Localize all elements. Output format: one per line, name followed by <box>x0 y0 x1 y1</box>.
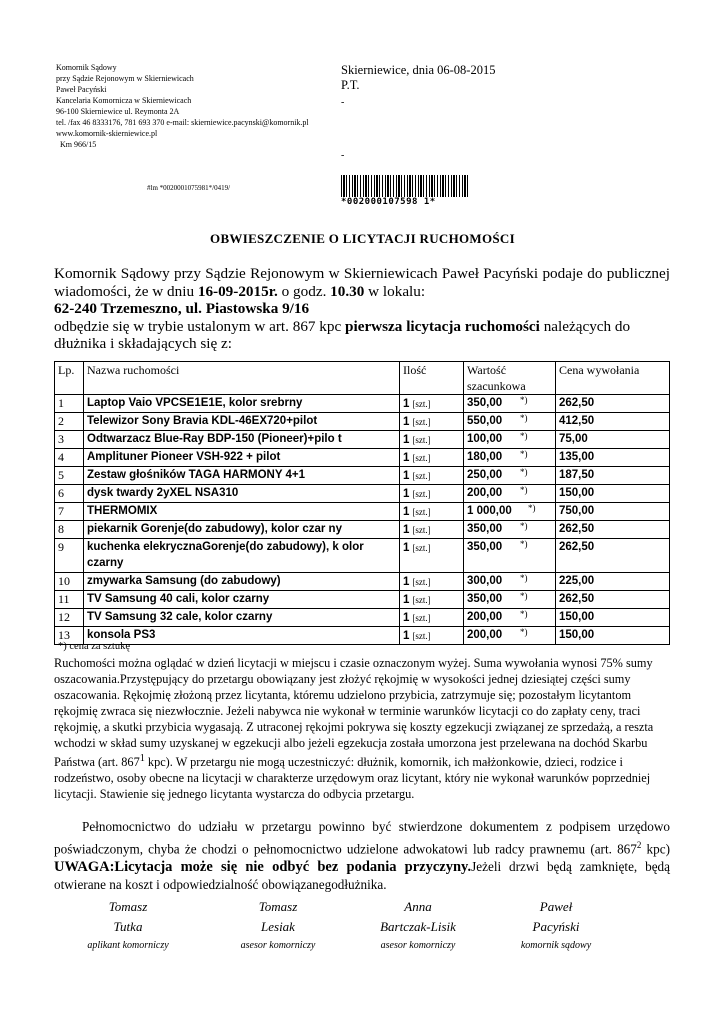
qty-number: 1 <box>403 630 410 642</box>
signatory-first-name: Tomasz <box>108 899 148 914</box>
value-footnote-mark: *) <box>520 591 528 601</box>
row-item-name: dysk twardy 2yXEL NSA310 <box>84 485 400 503</box>
qty-unit: [szt.] <box>412 489 431 499</box>
value-amount: 200,00 <box>467 487 503 499</box>
row-price: 150,00 <box>556 609 670 627</box>
value-amount: 350,00 <box>467 523 503 535</box>
value-amount: 200,00 <box>467 629 503 641</box>
letterhead-line: przy Sądzie Rejonowym w Skierniewicach <box>56 74 194 83</box>
qty-number: 1 <box>403 488 410 500</box>
place-date: Skierniewice, dnia 06-08-2015 <box>341 63 496 77</box>
qty-number: 1 <box>403 470 410 482</box>
row-value <box>464 467 556 485</box>
row-item-name: Zestaw głośników TAGA HARMONY 4+1 <box>84 467 400 485</box>
signatory-last-name: Bartczak-Lisik <box>380 919 456 934</box>
value-footnote-mark: *) <box>528 503 536 513</box>
value-amount: 100,00 <box>467 433 503 445</box>
row-price: 150,00 <box>556 485 670 503</box>
row-price: 75,00 <box>556 431 670 449</box>
table-row <box>55 539 670 573</box>
row-qty <box>400 539 464 573</box>
auction-date: 16-09-2015r. <box>197 282 278 300</box>
addressee-dash: - <box>341 97 345 108</box>
row-lp: 7 <box>55 503 84 521</box>
barcode-text: *002000107598 1* <box>341 197 436 207</box>
barcode <box>341 175 469 207</box>
row-value <box>464 395 556 413</box>
proxy-text: Pełnomocnictwo do udziału w przetargu powinno być stwierdzone dokumentem z podpisem urzędowo poświadczonym, chyba że chodzi o pełnomocnictwo udzielone adwokatowi lub radcy prawnemu (art. 867 <box>54 819 670 857</box>
value-amount: 550,00 <box>467 415 503 427</box>
row-lp: 3 <box>55 431 84 449</box>
row-value <box>464 591 556 609</box>
footnote: *) cena za sztukę <box>58 641 130 652</box>
header-name: Nazwa ruchomości <box>84 362 400 395</box>
row-qty <box>400 591 464 609</box>
row-lp: 10 <box>55 573 84 591</box>
row-price: 187,50 <box>556 467 670 485</box>
case-number: Km 966/15 <box>60 140 97 149</box>
value-footnote-mark: *) <box>520 467 528 477</box>
value-footnote-mark: *) <box>520 609 528 619</box>
qty-unit: [szt.] <box>412 507 431 517</box>
row-qty <box>400 431 464 449</box>
row-price: 135,00 <box>556 449 670 467</box>
qty-number: 1 <box>403 524 410 536</box>
value-footnote-mark: *) <box>520 431 528 441</box>
row-price: 412,50 <box>556 413 670 431</box>
value-amount: 350,00 <box>467 593 503 605</box>
row-item-name: TV Samsung 40 cali, kolor czarny <box>84 591 400 609</box>
proxy-text: kpc) <box>641 841 670 857</box>
letterhead-line: 96-100 Skierniewice ul. Reymonta 2A <box>56 107 180 116</box>
row-value <box>464 485 556 503</box>
row-item-name: THERMOMIX <box>84 503 400 521</box>
row-lp: 11 <box>55 591 84 609</box>
signatory-first-name: Tomasz <box>258 899 298 914</box>
row-item-name: TV Samsung 32 cale, kolor czarny <box>84 609 400 627</box>
row-qty <box>400 485 464 503</box>
auction-address: 62-240 Trzemeszno, ul. Piastowska 9/16 <box>54 300 310 317</box>
value-amount: 350,00 <box>467 397 503 409</box>
row-lp: 9 <box>55 539 84 573</box>
row-price: 225,00 <box>556 573 670 591</box>
row-lp: 1 <box>55 395 84 413</box>
qty-unit: [szt.] <box>412 417 431 427</box>
row-item-name: Laptop Vaio VPCSE1E1E, kolor srebrny <box>84 395 400 413</box>
value-footnote-mark: *) <box>520 539 528 549</box>
value-footnote-mark: *) <box>520 449 528 459</box>
signatory-first-name: Anna <box>404 899 432 914</box>
intro-text: Komornik Sądowy przy Sądzie Rejonowym w Skierniewicach Paweł Pacyński podaje do publicznej wiadomości, że w dniu <box>54 265 670 300</box>
intro-text: w lokalu: <box>364 282 426 300</box>
items-table <box>54 361 670 645</box>
table-row <box>55 609 670 627</box>
signature-block <box>58 897 198 955</box>
table-row <box>55 431 670 449</box>
qty-unit: [szt.] <box>412 435 431 445</box>
value-footnote-mark: *) <box>520 573 528 583</box>
qty-unit: [szt.] <box>412 595 431 605</box>
signatory-role: komornik sądowy <box>520 940 592 951</box>
signature-block <box>486 897 626 955</box>
row-item-name: Telewizor Sony Bravia KDL-46EX720+pilot <box>84 413 400 431</box>
row-lp: 13 <box>55 627 84 645</box>
row-price: 262,50 <box>556 521 670 539</box>
qty-unit: [szt.] <box>412 399 431 409</box>
letterhead-line: Paweł Pacyński <box>56 85 107 94</box>
qty-number: 1 <box>403 542 410 554</box>
row-item-name: piekarnik Gorenje(do zabudowy), kolor czar ny <box>84 521 400 539</box>
auction-time: 10.30 <box>330 282 365 300</box>
table-row <box>55 503 670 521</box>
qty-unit: [szt.] <box>412 543 431 553</box>
header-lp: Lp. <box>55 362 84 395</box>
table-row <box>55 395 670 413</box>
row-value <box>464 627 556 645</box>
terms-paragraph <box>54 655 670 802</box>
table-row <box>55 591 670 609</box>
row-price: 750,00 <box>556 503 670 521</box>
row-price: 262,50 <box>556 539 670 573</box>
proxy-paragraph <box>54 818 670 894</box>
row-item-name: Amplituner Pioneer VSH-922 + pilot <box>84 449 400 467</box>
row-value <box>464 573 556 591</box>
signatory-last-name: Tutka <box>113 919 143 934</box>
row-lp: 12 <box>55 609 84 627</box>
row-lp: 5 <box>55 467 84 485</box>
bailiff-letterhead <box>56 62 336 150</box>
table-row <box>55 573 670 591</box>
row-qty <box>400 521 464 539</box>
qty-unit: [szt.] <box>412 471 431 481</box>
row-qty <box>400 503 464 521</box>
row-price: 262,50 <box>556 395 670 413</box>
terms-superscript: 1 <box>139 753 145 764</box>
signatory-role: asesor komorniczy <box>380 940 456 951</box>
row-qty <box>400 467 464 485</box>
value-amount: 350,00 <box>467 541 503 553</box>
row-qty <box>400 449 464 467</box>
row-qty <box>400 573 464 591</box>
value-footnote-mark: *) <box>520 395 528 405</box>
qty-number: 1 <box>403 416 410 428</box>
signatory-last-name: Pacyński <box>532 919 580 934</box>
row-price: 262,50 <box>556 591 670 609</box>
table-row <box>55 627 670 645</box>
signatory-role: asesor komorniczy <box>240 940 316 951</box>
table-row <box>55 449 670 467</box>
row-qty <box>400 627 464 645</box>
value-amount: 250,00 <box>467 469 503 481</box>
terms-text: kpc). W przetargu nie mogą uczestniczyć: dłużnik, komornik, ich małżonkowie, dzieci, rodzice i rodzeństwo, osoby obecne na licytacji w charakterze urzędowym oraz licytant, który nie wykonał warunków poprzedniej licytacji. Stawienie się jednego licytanta wystarcza do odbycia przetargu. <box>54 755 651 802</box>
barcode-bars <box>341 175 469 197</box>
row-lp: 4 <box>55 449 84 467</box>
value-footnote-mark: *) <box>520 485 528 495</box>
table-row <box>55 521 670 539</box>
signatory-role: aplikant komorniczy <box>87 940 169 951</box>
letterhead-line: www.komornik-skierniewice.pl <box>56 129 158 138</box>
value-footnote-mark: *) <box>520 627 528 637</box>
value-amount: 1 000,00 <box>467 505 512 517</box>
qty-number: 1 <box>403 612 410 624</box>
value-amount: 200,00 <box>467 611 503 623</box>
table-row <box>55 485 670 503</box>
proxy-superscript: 2 <box>636 840 642 850</box>
addressee: P.T. <box>341 78 360 92</box>
intro-paragraph <box>54 265 670 353</box>
qty-number: 1 <box>403 434 410 446</box>
row-item-name: konsola PS3 <box>84 627 400 645</box>
addressee-dash: - <box>341 150 345 161</box>
value-footnote-mark: *) <box>520 521 528 531</box>
qty-unit: [szt.] <box>412 577 431 587</box>
row-item-name: zmywarka Samsung (do zabudowy) <box>84 573 400 591</box>
qty-number: 1 <box>403 594 410 606</box>
letterhead-line: Komornik Sądowy <box>56 63 117 72</box>
row-qty <box>400 609 464 627</box>
letterhead-line: tel. /fax 46 8333176, 781 693 370 e-mail: skierniewice.pacynski@komornik.pl <box>56 118 309 127</box>
row-qty <box>400 413 464 431</box>
qty-number: 1 <box>403 506 410 518</box>
warning-text: UWAGA:Licytacja może się nie odbyć bez podania przyczyny. <box>54 859 472 876</box>
row-value <box>464 413 556 431</box>
document-title: OBWIESZCZENIE O LICYTACJI RUCHOMOŚCI <box>210 231 515 246</box>
row-lp: 2 <box>55 413 84 431</box>
row-price: 150,00 <box>556 627 670 645</box>
row-lp: 6 <box>55 485 84 503</box>
row-item-name: kuchenka elekrycznaGorenje(do zabudowy), k olor czarny <box>84 539 400 573</box>
qty-unit: [szt.] <box>412 631 431 641</box>
signatory-last-name: Lesiak <box>261 919 295 934</box>
intro-text: odbędzie się w trybie ustalonym w art. 867 kpc <box>54 317 346 335</box>
value-footnote-mark: *) <box>520 413 528 423</box>
qty-number: 1 <box>403 398 410 410</box>
row-value <box>464 521 556 539</box>
row-lp: 8 <box>55 521 84 539</box>
row-value <box>464 431 556 449</box>
header-value: Wartość szacunkowa <box>464 362 556 395</box>
table-row <box>55 413 670 431</box>
intro-text: o godz. <box>277 282 331 300</box>
letterhead-line: Kancelaria Komornicza w Skierniewicach <box>56 96 192 105</box>
signature-block <box>208 897 348 955</box>
row-qty <box>400 395 464 413</box>
row-value <box>464 609 556 627</box>
header-qty: Ilość <box>400 362 464 395</box>
row-value <box>464 539 556 573</box>
header-price: Cena wywołania <box>556 362 670 395</box>
value-amount: 180,00 <box>467 451 503 463</box>
qty-unit: [szt.] <box>412 453 431 463</box>
qty-number: 1 <box>403 452 410 464</box>
doors-text: Jeżeli drzwi będą zamknięte, będą otwierane na koszt i odpowiedzialność obowiązanegodłużnika. <box>54 859 670 893</box>
place-date-block <box>341 63 495 93</box>
qty-unit: [szt.] <box>412 525 431 535</box>
first-auction-label: pierwsza licytacja ruchomości <box>345 317 540 335</box>
terms-text: Ruchomości można oglądać w dzień licytacji w miejscu i czasie oznaczonym wyżej. Suma wywołania wynosi 75% sumy oszacowania.Przystępujący do przetargu obowiązany jest złożyć rękojmię w wysokości jednej dziesiątej części sumy oszacowania. Rękojmię złożoną przez licytanta, któremu udzielono przybicia, zatrzymuje się; pozostałym licytantom rękojmię zwraca się niezwłocznie. Jeżeli nabywca nie wykonał w terminie warunków licytacji co do zapłaty ceny, traci rękojmię, a skutki przybicia wygasają. Z utraconej rękojmi pokrywa się koszty egzekucji związanej ze sprzedażą, a reszta wchodzi w skład sumy uzyskanej w egzekucji albo jeżeli egzekucja została umorzona jest przelewana na dochód Skarbu Państwa (art. 867 <box>54 656 654 770</box>
row-item-name: Odtwarzacz Blue-Ray BDP-150 (Pioneer)+pilo t <box>84 431 400 449</box>
signatory-first-name: Paweł <box>539 899 573 914</box>
row-value <box>464 449 556 467</box>
signature-block <box>348 897 488 955</box>
row-value <box>464 503 556 521</box>
value-amount: 300,00 <box>467 575 503 587</box>
qty-number: 1 <box>403 576 410 588</box>
document-reference: #lm *0020001075981*/0419/ <box>147 184 231 192</box>
table-row <box>55 467 670 485</box>
table-header-row <box>55 362 670 395</box>
intro-text: należących do dłużnika i składających się z: <box>54 317 631 352</box>
qty-unit: [szt.] <box>412 613 431 623</box>
